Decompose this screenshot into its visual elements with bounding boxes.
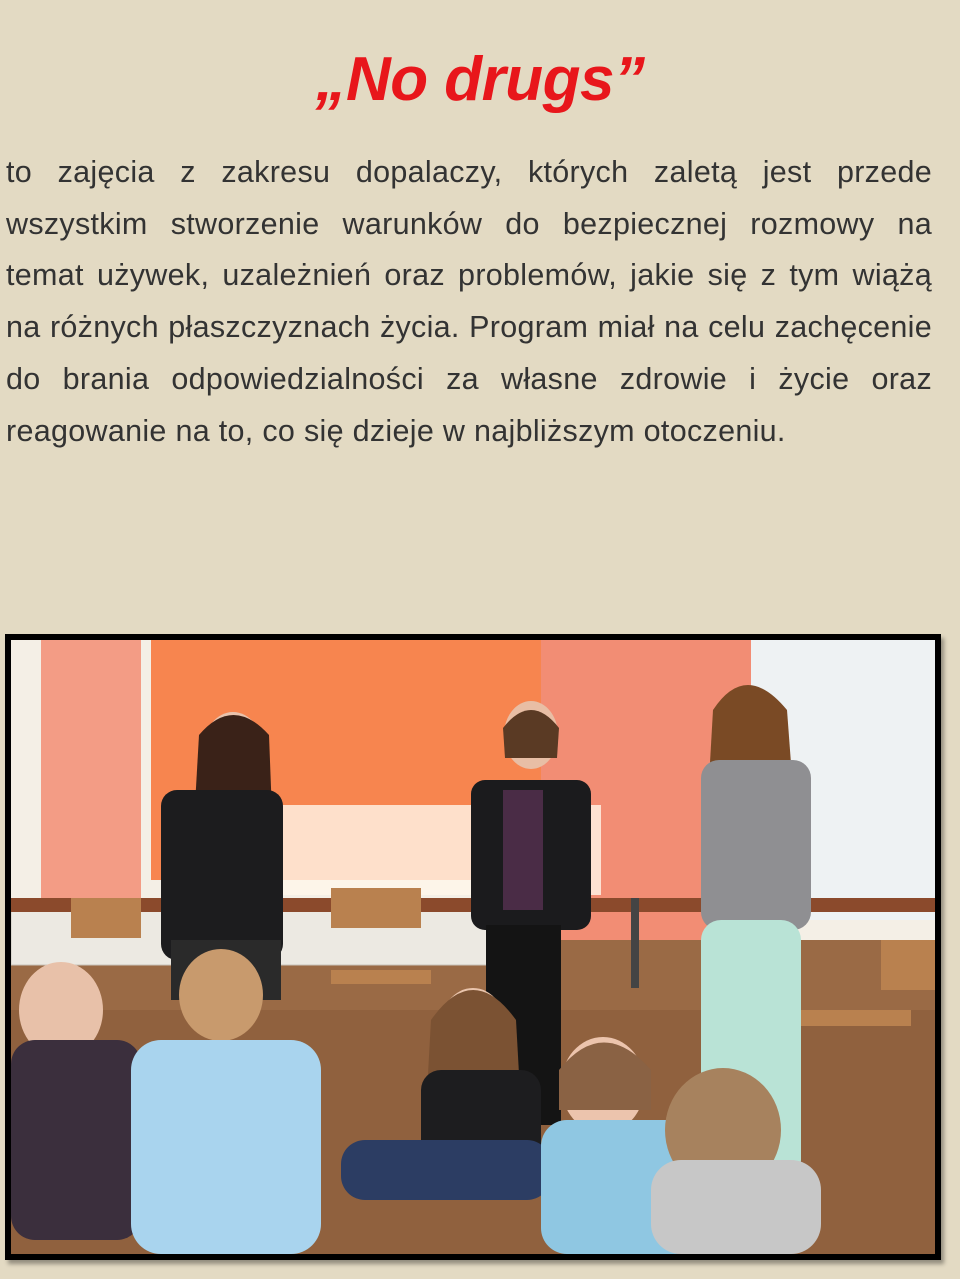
intro-paragraph: to zajęcia z zakresu dopalaczy, których zaletą jest przede wszystkim stworzenie warunków do bezpiecznej rozmowy na temat używek, uzależnień oraz problemów, jakie się z tym wiążą na różnych płaszczyznach życia. Program miał na celu zachęcenie do brania odpowiedzialności za własne zdrowie i życie oraz reagowanie na to, co się dzieje w najbliższym otoczeniu. [6,155,932,448]
classroom-photo [11,640,935,1254]
page-title: „No drugs” [315,44,645,114]
person-standing-right [701,760,811,930]
person-seated-left [11,1040,141,1240]
person-seated-boy [131,1040,321,1254]
chair [71,898,141,938]
curtain-left [41,640,141,900]
person-standing-left [161,790,283,960]
classroom-illustration [11,640,935,1254]
chair [331,888,421,928]
photo-frame [5,634,941,1260]
person-head [179,949,263,1041]
